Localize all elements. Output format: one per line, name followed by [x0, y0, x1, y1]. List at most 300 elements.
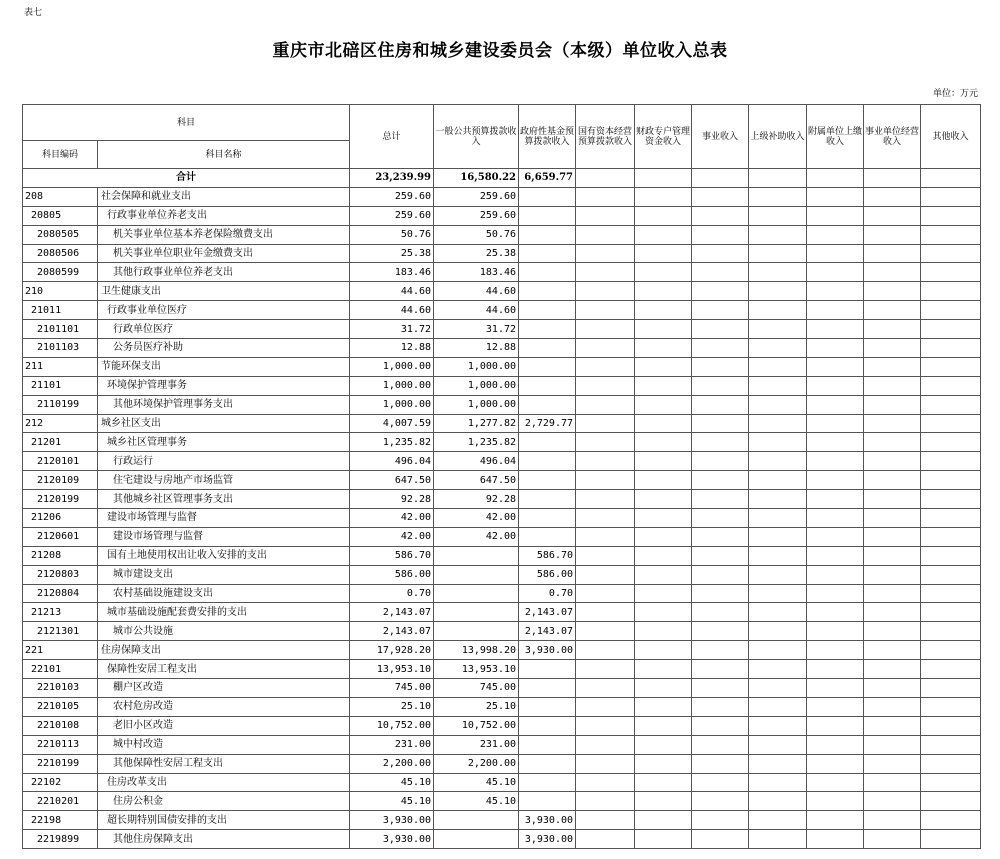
subject-name-cell: 节能环保支出	[98, 357, 350, 376]
empty-cell	[864, 679, 921, 698]
table-row	[23, 414, 981, 433]
header-subject: 科目	[23, 105, 350, 141]
table-row	[23, 376, 981, 395]
table-row	[23, 603, 981, 622]
empty-cell	[576, 263, 635, 282]
subject-code-cell: 21101	[23, 376, 98, 395]
empty-cell	[921, 263, 981, 282]
empty-cell	[692, 660, 749, 679]
empty-cell	[692, 509, 749, 528]
table-row	[23, 546, 981, 565]
empty-cell	[576, 282, 635, 301]
empty-cell	[864, 395, 921, 414]
table-row	[23, 206, 981, 225]
table-row	[23, 433, 981, 452]
general-budget-cell: 2,200.00	[434, 754, 519, 773]
gov-fund-cell	[519, 225, 576, 244]
empty-cell	[864, 301, 921, 320]
total-cell: 44.60	[350, 301, 434, 320]
subject-name-cell: 卫生健康支出	[98, 282, 350, 301]
empty-cell	[807, 792, 864, 811]
gov-fund-cell	[519, 509, 576, 528]
empty-cell	[807, 225, 864, 244]
general-budget-cell: 231.00	[434, 735, 519, 754]
total-cell: 3,930.00	[350, 830, 434, 849]
empty-cell	[692, 527, 749, 546]
gov-fund-cell	[519, 339, 576, 358]
empty-cell	[692, 622, 749, 641]
empty-cell	[635, 225, 692, 244]
subject-name-cell: 环境保护管理事务	[98, 376, 350, 395]
empty-cell	[864, 339, 921, 358]
gov-fund-cell	[519, 301, 576, 320]
empty-cell	[921, 811, 981, 830]
gov-fund-cell	[519, 395, 576, 414]
empty-cell	[576, 735, 635, 754]
empty-cell	[576, 452, 635, 471]
empty-cell	[635, 452, 692, 471]
table-row	[23, 679, 981, 698]
empty-cell	[807, 735, 864, 754]
total-cell: 1,000.00	[350, 357, 434, 376]
subject-name-cell: 城乡社区支出	[98, 414, 350, 433]
subject-name-cell: 行政运行	[98, 452, 350, 471]
subject-code-cell: 2121301	[23, 622, 98, 641]
header-affiliated-income: 附属单位上缴收入	[807, 105, 864, 169]
header-gov-fund: 政府性基金预算拨款收入	[519, 105, 576, 169]
table-row	[23, 527, 981, 546]
gov-fund-cell	[519, 282, 576, 301]
empty-cell	[635, 830, 692, 849]
general-budget-cell: 12.88	[434, 339, 519, 358]
empty-cell	[864, 527, 921, 546]
gov-fund-cell	[519, 433, 576, 452]
empty-cell	[807, 301, 864, 320]
empty-cell	[635, 414, 692, 433]
gov-fund-cell	[519, 244, 576, 263]
empty-cell	[692, 452, 749, 471]
empty-cell	[807, 697, 864, 716]
empty-cell	[576, 565, 635, 584]
empty-cell	[921, 320, 981, 339]
empty-cell	[807, 282, 864, 301]
gov-fund-cell	[519, 660, 576, 679]
general-budget-cell: 745.00	[434, 679, 519, 698]
empty-cell	[749, 509, 807, 528]
subject-name-cell: 住宅建设与房地产市场监管	[98, 471, 350, 490]
table-row	[23, 263, 981, 282]
header-general-budget: 一般公共预算拨款收入	[434, 105, 519, 169]
gov-fund-cell: 2,143.07	[519, 603, 576, 622]
empty-cell	[921, 414, 981, 433]
gov-fund-cell: 3,930.00	[519, 811, 576, 830]
total-cell: 50.76	[350, 225, 434, 244]
general-budget-cell: 1,000.00	[434, 357, 519, 376]
table-row	[23, 357, 981, 376]
empty-cell	[807, 603, 864, 622]
empty-cell	[635, 716, 692, 735]
empty-cell	[635, 754, 692, 773]
subject-code-cell: 2210105	[23, 697, 98, 716]
empty-cell	[749, 527, 807, 546]
table-row	[23, 301, 981, 320]
empty-cell	[921, 376, 981, 395]
subject-code-cell: 22101	[23, 660, 98, 679]
empty-cell	[921, 830, 981, 849]
subject-code-cell: 2210199	[23, 754, 98, 773]
empty-cell	[864, 565, 921, 584]
empty-cell	[921, 527, 981, 546]
empty-cell	[864, 830, 921, 849]
total-cell: 183.46	[350, 263, 434, 282]
table-row	[23, 490, 981, 509]
empty-cell	[807, 830, 864, 849]
empty-cell	[807, 320, 864, 339]
general-budget-cell: 42.00	[434, 527, 519, 546]
gov-fund-cell	[519, 187, 576, 206]
table-row	[23, 509, 981, 528]
general-budget-cell: 42.00	[434, 509, 519, 528]
subject-code-cell: 2120601	[23, 527, 98, 546]
empty-cell	[635, 603, 692, 622]
empty-cell	[692, 244, 749, 263]
subject-name-cell: 其他保障性安居工程支出	[98, 754, 350, 773]
gov-fund-cell: 586.00	[519, 565, 576, 584]
empty-cell	[692, 697, 749, 716]
gov-fund-cell	[519, 527, 576, 546]
empty-cell	[864, 187, 921, 206]
empty-cell	[692, 754, 749, 773]
table-number-tag: 表七	[24, 8, 43, 18]
gov-fund-cell: 3,930.00	[519, 830, 576, 849]
subject-code-cell: 2120803	[23, 565, 98, 584]
empty-cell	[749, 754, 807, 773]
empty-cell	[921, 622, 981, 641]
empty-cell	[864, 490, 921, 509]
general-budget-cell: 13,953.10	[434, 660, 519, 679]
total-cell: 231.00	[350, 735, 434, 754]
empty-cell	[692, 792, 749, 811]
empty-cell	[807, 716, 864, 735]
gov-fund-cell: 2,143.07	[519, 622, 576, 641]
empty-cell	[921, 187, 981, 206]
total-cell: 259.60	[350, 187, 434, 206]
total-cell: 496.04	[350, 452, 434, 471]
total-cell: 31.72	[350, 320, 434, 339]
empty-cell	[749, 584, 807, 603]
empty-cell	[692, 471, 749, 490]
table-row	[23, 320, 981, 339]
empty-cell	[749, 452, 807, 471]
empty-cell	[692, 716, 749, 735]
empty-cell	[921, 339, 981, 358]
empty-cell	[921, 697, 981, 716]
empty-cell	[692, 414, 749, 433]
gov-fund-cell	[519, 697, 576, 716]
empty-cell	[635, 584, 692, 603]
table-row	[23, 622, 981, 641]
empty-cell	[576, 792, 635, 811]
general-budget-cell: 25.10	[434, 697, 519, 716]
empty-cell	[749, 282, 807, 301]
empty-cell	[807, 509, 864, 528]
total-amount: 23,239.99	[350, 169, 434, 188]
empty-cell	[864, 641, 921, 660]
empty-cell	[749, 339, 807, 358]
empty-cell	[749, 811, 807, 830]
empty-cell	[635, 565, 692, 584]
empty-cell	[692, 395, 749, 414]
general-budget-cell	[434, 546, 519, 565]
subject-name-cell: 农村基础设施建设支出	[98, 584, 350, 603]
empty-cell	[635, 433, 692, 452]
empty-cell	[749, 679, 807, 698]
total-cell: 44.60	[350, 282, 434, 301]
total-cell: 4,007.59	[350, 414, 434, 433]
empty-cell	[807, 584, 864, 603]
subject-name-cell: 城市建设支出	[98, 565, 350, 584]
empty-cell	[749, 225, 807, 244]
table-row	[23, 641, 981, 660]
total-cell: 1,000.00	[350, 376, 434, 395]
subject-name-cell: 建设市场管理与监督	[98, 509, 350, 528]
empty-cell	[635, 471, 692, 490]
subject-code-cell: 2101103	[23, 339, 98, 358]
subject-name-cell: 城中村改造	[98, 735, 350, 754]
gov-fund-cell	[519, 357, 576, 376]
subject-code-cell: 2080505	[23, 225, 98, 244]
empty-cell	[692, 565, 749, 584]
total-cell: 586.00	[350, 565, 434, 584]
empty-cell	[692, 679, 749, 698]
total-label: 合计	[23, 169, 350, 188]
empty-cell	[576, 225, 635, 244]
subject-code-cell: 22102	[23, 773, 98, 792]
subject-name-cell: 其他环境保护管理事务支出	[98, 395, 350, 414]
empty-cell	[635, 622, 692, 641]
subject-name-cell: 行政单位医疗	[98, 320, 350, 339]
table-row	[23, 811, 981, 830]
general-budget-cell: 50.76	[434, 225, 519, 244]
empty-cell	[807, 811, 864, 830]
empty-cell	[635, 792, 692, 811]
gov-fund-cell	[519, 320, 576, 339]
total-cell: 2,200.00	[350, 754, 434, 773]
gov-fund-cell: 0.70	[519, 584, 576, 603]
total-cell: 745.00	[350, 679, 434, 698]
empty-cell	[576, 697, 635, 716]
empty-cell	[692, 225, 749, 244]
empty-cell	[921, 509, 981, 528]
empty-cell	[807, 546, 864, 565]
gov-fund-cell	[519, 679, 576, 698]
empty-cell	[749, 395, 807, 414]
gov-fund-cell	[519, 735, 576, 754]
general-budget-cell: 647.50	[434, 471, 519, 490]
empty-cell	[749, 697, 807, 716]
empty-cell	[692, 811, 749, 830]
empty-cell	[749, 830, 807, 849]
empty-cell	[864, 225, 921, 244]
gov-fund-cell	[519, 716, 576, 735]
general-budget-cell: 92.28	[434, 490, 519, 509]
total-cell: 1,235.82	[350, 433, 434, 452]
gov-fund-cell	[519, 206, 576, 225]
empty-cell	[692, 584, 749, 603]
empty-cell	[576, 603, 635, 622]
header-subject-name: 科目名称	[98, 141, 350, 169]
subject-name-cell: 公务员医疗补助	[98, 339, 350, 358]
subject-name-cell: 老旧小区改造	[98, 716, 350, 735]
empty-cell	[576, 546, 635, 565]
empty-cell	[576, 490, 635, 509]
empty-cell	[749, 773, 807, 792]
empty-cell	[749, 660, 807, 679]
header-fiscal-special: 财政专户管理资金收入	[635, 105, 692, 169]
empty-cell	[749, 735, 807, 754]
empty-cell	[921, 773, 981, 792]
empty-cell	[576, 811, 635, 830]
general-budget-cell	[434, 622, 519, 641]
empty-cell	[576, 357, 635, 376]
page-title: 重庆市北碚区住房和城乡建设委员会（本级）单位收入总表	[272, 41, 728, 61]
empty-cell	[635, 660, 692, 679]
empty-cell	[921, 206, 981, 225]
empty-cell	[921, 490, 981, 509]
empty-cell	[864, 773, 921, 792]
gov-fund-cell: 586.70	[519, 546, 576, 565]
subject-name-cell: 超长期特别国债安排的支出	[98, 811, 350, 830]
subject-code-cell: 2210108	[23, 716, 98, 735]
empty-cell	[921, 546, 981, 565]
subject-code-cell: 211	[23, 357, 98, 376]
subject-name-cell: 其他住房保障支出	[98, 830, 350, 849]
empty-cell	[749, 565, 807, 584]
empty-cell	[576, 433, 635, 452]
empty-cell	[635, 527, 692, 546]
subject-code-cell: 2101101	[23, 320, 98, 339]
total-general-budget: 16,580.22	[434, 169, 519, 188]
subject-code-cell: 20805	[23, 206, 98, 225]
total-cell: 2,143.07	[350, 622, 434, 641]
general-budget-cell: 1,235.82	[434, 433, 519, 452]
empty-cell	[692, 282, 749, 301]
empty-cell	[692, 339, 749, 358]
empty-cell	[576, 471, 635, 490]
empty-cell	[921, 754, 981, 773]
table-row	[23, 339, 981, 358]
header-state-capital: 国有资本经营预算拨款收入	[576, 105, 635, 169]
empty-cell	[692, 263, 749, 282]
empty-cell	[864, 584, 921, 603]
empty-cell	[807, 452, 864, 471]
total-cell: 259.60	[350, 206, 434, 225]
general-budget-cell	[434, 584, 519, 603]
empty-cell	[864, 811, 921, 830]
empty-cell	[807, 339, 864, 358]
total-cell: 42.00	[350, 509, 434, 528]
table-row	[23, 660, 981, 679]
empty-cell	[749, 603, 807, 622]
empty-cell	[576, 660, 635, 679]
empty-cell	[635, 490, 692, 509]
empty-cell	[692, 433, 749, 452]
empty-cell	[635, 357, 692, 376]
header-subject-code: 科目编码	[23, 141, 98, 169]
general-budget-cell: 259.60	[434, 206, 519, 225]
subject-code-cell: 2210103	[23, 679, 98, 698]
subject-code-cell: 221	[23, 641, 98, 660]
total-cell: 13,953.10	[350, 660, 434, 679]
empty-cell	[749, 301, 807, 320]
gov-fund-cell	[519, 471, 576, 490]
general-budget-cell: 31.72	[434, 320, 519, 339]
empty-cell	[749, 622, 807, 641]
empty-cell	[692, 187, 749, 206]
gov-fund-cell: 2,729.77	[519, 414, 576, 433]
subject-name-cell: 机关事业单位职业年金缴费支出	[98, 244, 350, 263]
subject-name-cell: 住房公积金	[98, 792, 350, 811]
empty-cell	[921, 452, 981, 471]
empty-cell	[921, 584, 981, 603]
empty-cell	[921, 433, 981, 452]
empty-cell	[807, 754, 864, 773]
general-budget-cell: 1,000.00	[434, 376, 519, 395]
total-cell: 0.70	[350, 584, 434, 603]
subject-code-cell: 2120804	[23, 584, 98, 603]
empty-cell	[635, 811, 692, 830]
empty-cell	[807, 679, 864, 698]
empty-cell	[749, 244, 807, 263]
general-budget-cell: 45.10	[434, 773, 519, 792]
total-cell: 25.38	[350, 244, 434, 263]
income-summary-table	[22, 104, 981, 849]
table-row	[23, 773, 981, 792]
empty-cell	[864, 471, 921, 490]
total-gov-fund: 6,659.77	[519, 169, 576, 188]
empty-cell	[807, 433, 864, 452]
empty-cell	[749, 414, 807, 433]
table-row	[23, 282, 981, 301]
empty-cell	[576, 414, 635, 433]
table-row	[23, 792, 981, 811]
empty-cell	[635, 395, 692, 414]
empty-cell	[749, 320, 807, 339]
table-row	[23, 830, 981, 849]
empty-cell	[749, 471, 807, 490]
subject-name-cell: 城市公共设施	[98, 622, 350, 641]
empty-cell	[864, 754, 921, 773]
total-cell: 45.10	[350, 773, 434, 792]
empty-cell	[864, 735, 921, 754]
empty-cell	[807, 395, 864, 414]
table-row	[23, 187, 981, 206]
empty-cell	[807, 641, 864, 660]
subject-code-cell: 2120101	[23, 452, 98, 471]
empty-cell	[807, 660, 864, 679]
empty-cell	[692, 830, 749, 849]
empty-cell	[635, 546, 692, 565]
empty-cell	[635, 263, 692, 282]
empty-cell	[692, 301, 749, 320]
subject-code-cell: 2210201	[23, 792, 98, 811]
empty-cell	[921, 395, 981, 414]
header-operation-income: 事业单位经营收入	[864, 105, 921, 169]
total-cell: 92.28	[350, 490, 434, 509]
empty-cell	[921, 471, 981, 490]
total-cell: 45.10	[350, 792, 434, 811]
empty-cell	[864, 376, 921, 395]
